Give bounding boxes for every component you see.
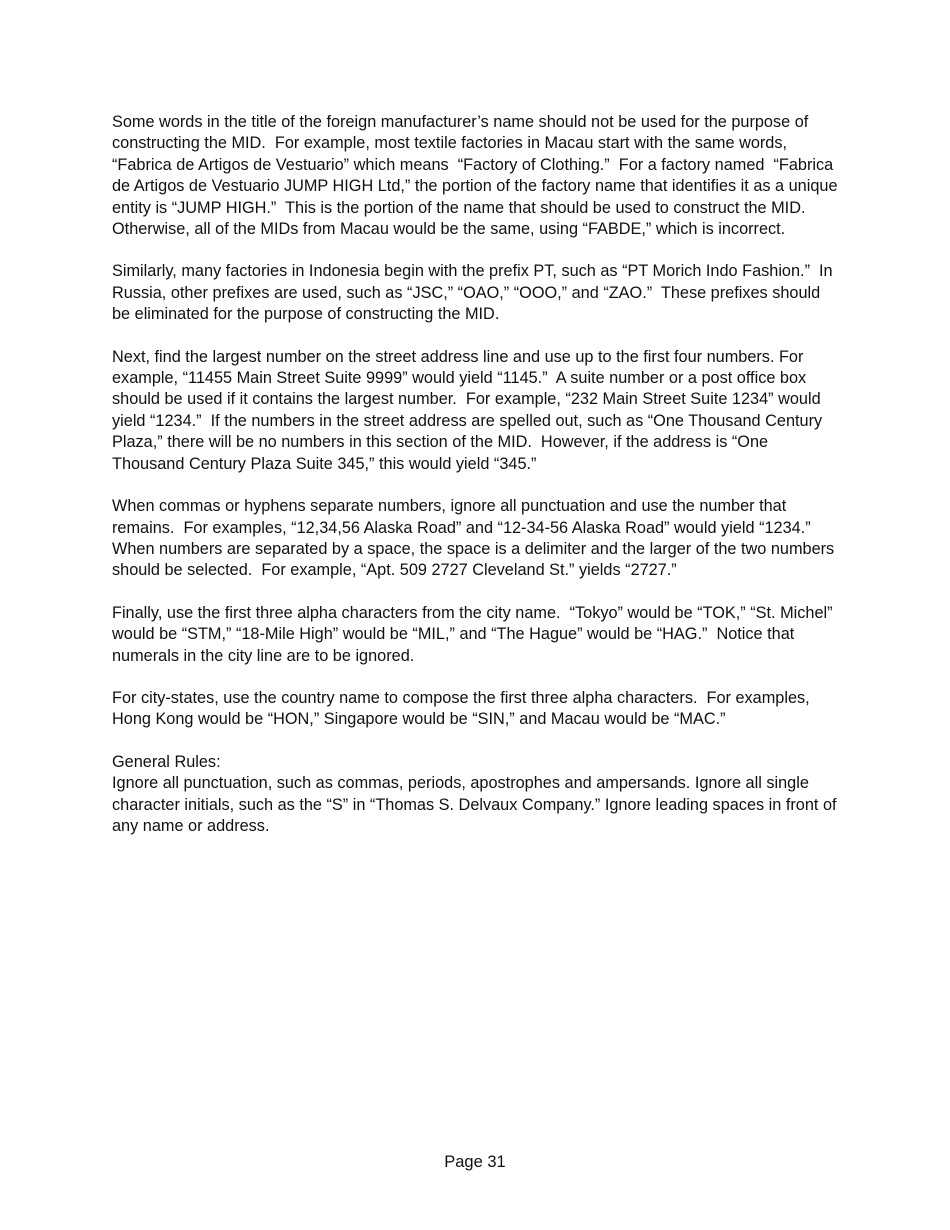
general-rules-heading: General Rules: (112, 752, 221, 771)
document-body (112, 112, 843, 837)
general-rules-section (112, 752, 840, 838)
paragraph-manufacturer-name: Some words in the title of the foreign manufacturer’s name should not be used for the purpose of constructing the MID. For example, most textile factories in Macau start with the same words, “Fabrica de Artigos de Vestuario” which means “Factory of Clothing.” For a factory named “Fabrica de Artigos de Vestuario JUMP HIGH Ltd,” the portion of the factory name that identifies it as a unique entity is “JUMP HIGH.” This is the portion of the name that should be used to construct the MID. Otherwise, all of the MIDs from Macau would be the same, using “FABDE,” which is incorrect. (112, 113, 843, 239)
paragraph-city-states: For city-states, use the country name to compose the first three alpha characters. For examples, Hong Kong would be “HON,” Singapore would be “SIN,” and Macau would be “MAC.” (112, 688, 815, 729)
page-number: Page 31 (444, 1153, 506, 1171)
paragraph-street-address: Next, find the largest number on the street address line and use up to the first four numbers. For example, “11455 Main Street Suite 9999” would yield “1145.” A suite number or a post office box should be used if it contains the largest number. For example, “232 Main Street Suite 1234” would yield “1234.” If the numbers in the street address are spelled out, such as “One Thousand Century Plaza,” there will be no numbers in this section of the MID. However, if the address is “One Thousand Century Plaza Suite 345,” this would yield “345.” (112, 347, 827, 473)
paragraph-city-name: Finally, use the first three alpha characters from the city name. “Tokyo” would be “TOK,” “St. Michel” would be “STM,” “18-Mile High” would be “MIL,” and “The Hague” would be “HAG.” Notice that numerals in the city line are to be ignored. (112, 603, 838, 665)
general-rules-text: Ignore all punctuation, such as commas, periods, apostrophes and ampersands. Ignore all single character initials, such as the “S” in “Thomas S. Delvaux Company.” Ignore leading spaces in front of any name or address. (112, 774, 837, 835)
paragraph-prefixes: Similarly, many factories in Indonesia begin with the prefix PT, such as “PT Morich Indo Fashion.” In Russia, other prefixes are used, such as “JSC,” “OAO,” “OOO,” and “ZAO.” These prefixes should be eliminated for the purpose of constructing the MID. (112, 262, 838, 324)
paragraph-punctuation-numbers: When commas or hyphens separate numbers, ignore all punctuation and use the number that remains. For examples, “12,34,56 Alaska Road” and “12-34-56 Alaska Road” would yield “1234.” When numbers are separated by a space, the space is a delimiter and the larger of the two numbers should be selected. For example, “Apt. 509 2727 Cleveland St.” yields “2727.” (112, 497, 839, 580)
